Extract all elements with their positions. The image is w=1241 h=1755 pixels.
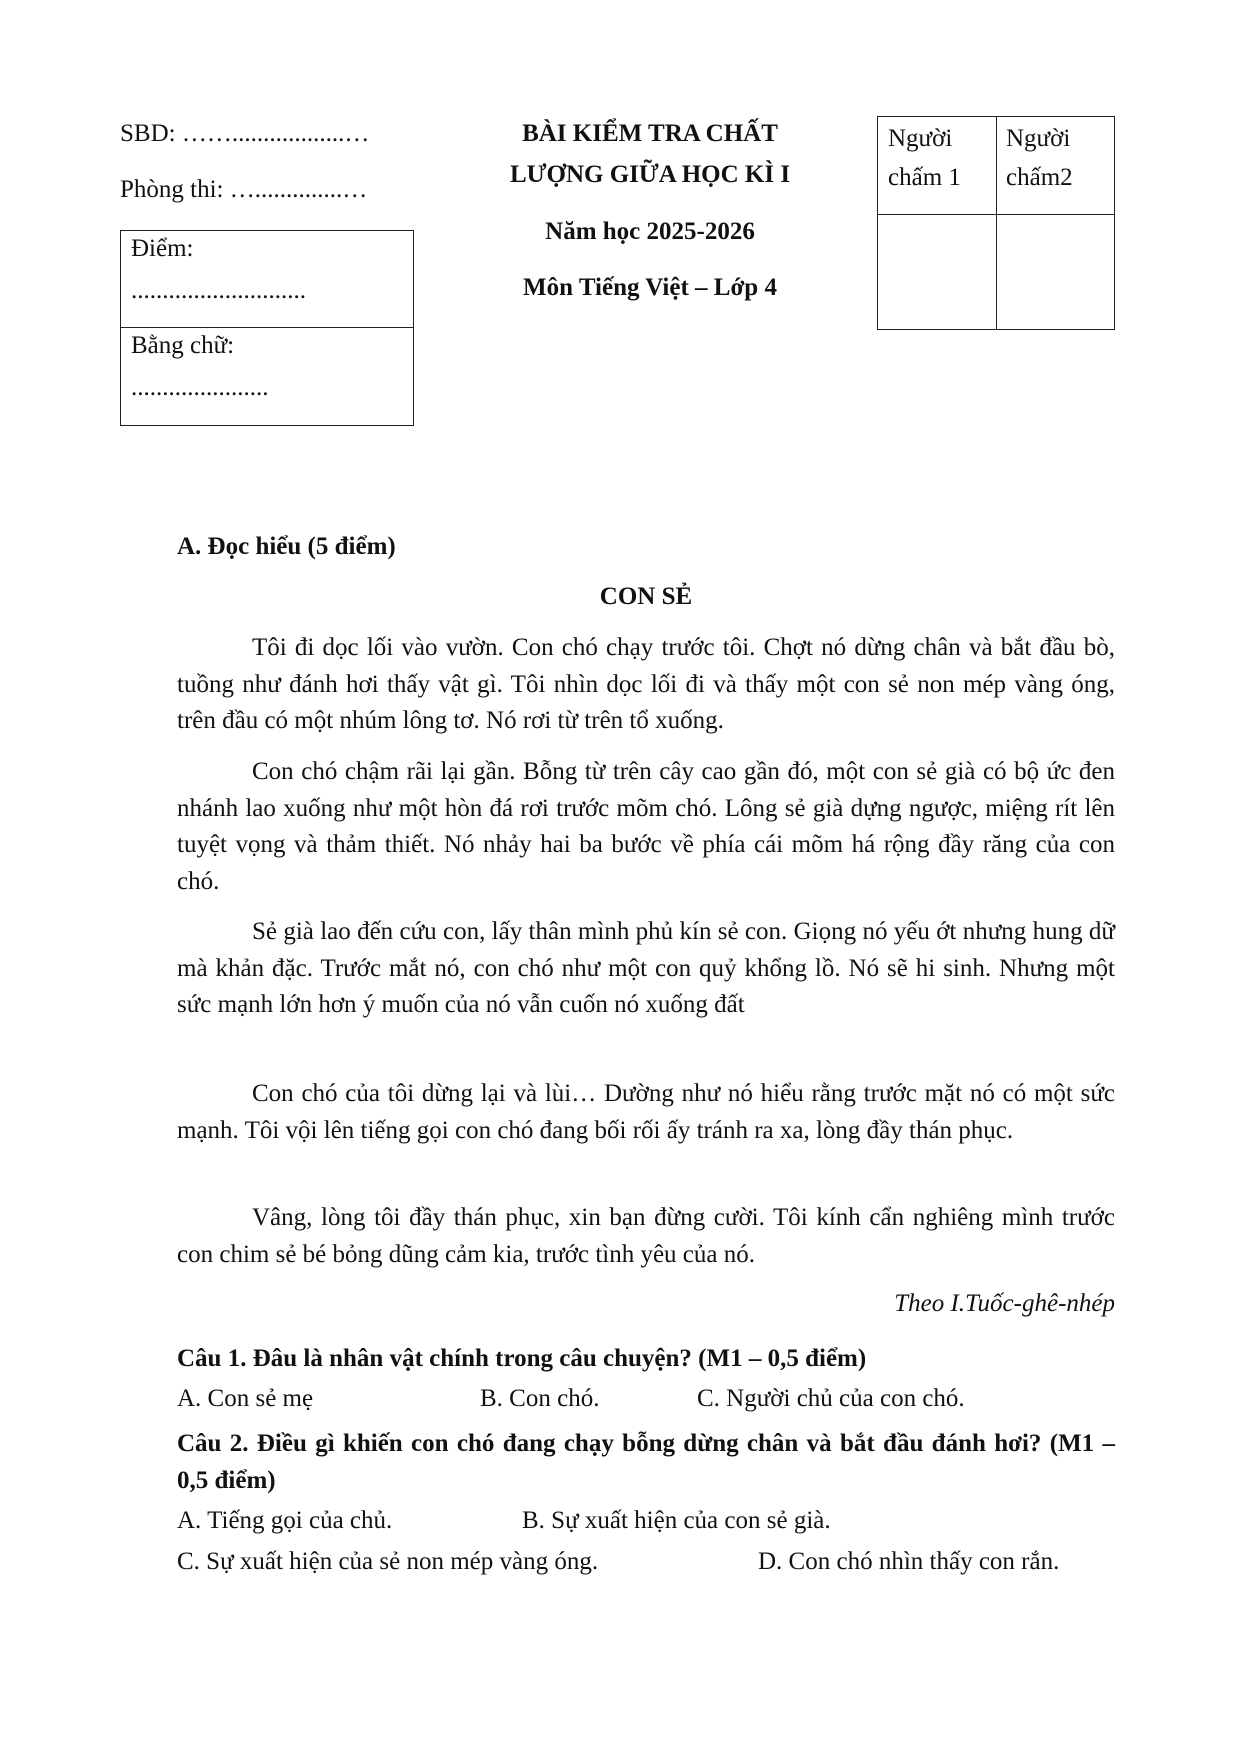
grader-2-line1: Người xyxy=(1006,125,1071,152)
score-box xyxy=(120,230,414,426)
exam-room-field: Phòng thi: …..............… xyxy=(120,176,368,203)
exam-title-line2: LƯỢNG GIỮA HỌC KÌ I xyxy=(509,161,791,188)
score-cell xyxy=(121,231,413,328)
grader-1-line2: chấm 1 xyxy=(888,164,961,191)
question-2-option-d[interactable]: D. Con chó nhìn thấy con rắn. xyxy=(758,1548,1060,1575)
story-paragraph: Con chó chậm rãi lại gần. Bỗng từ trên cây cao gần đó, một con sẻ già có bộ ức đen nhánh lao xuống như một hòn đá rơi trước mõm chó. Lông sẻ già dựng ngược, miệng rít lên tuyệt vọng và thảm thiết. Nó nhảy hai ba bước về phía cái mõm há rộng đầy răng của con chó. xyxy=(177,758,1115,895)
story-title: CON SẺ xyxy=(599,583,693,610)
story-paragraph: Tôi đi dọc lối vào vườn. Con chó chạy trước tôi. Chợt nó dừng chân và bắt đầu bò, tuồng như đánh hơi thấy vật gì. Tôi nhìn dọc lối đi và thấy một con sẻ non mép vàng óng, trên đầu có một nhúm lông tơ. Nó rơi từ trên tổ xuống. xyxy=(177,634,1115,734)
grader-1-header xyxy=(888,119,961,197)
story-paragraph: Vâng, lòng tôi đầy thán phục, xin bạn đừng cười. Tôi kính cẩn nghiêng mình trước con chim sẻ bé bỏng dũng cảm kia, trước tình yêu của nó. xyxy=(177,1204,1115,1268)
question-1-option-b[interactable]: B. Con chó. xyxy=(480,1385,600,1412)
question-1-option-c[interactable]: C. Người chủ của con chó. xyxy=(697,1385,965,1412)
section-heading: A. Đọc hiểu (5 điểm) xyxy=(177,533,396,560)
score-in-words-dots: ...................... xyxy=(131,374,269,401)
question-2-option-c[interactable]: C. Sự xuất hiện của sẻ non mép vàng óng. xyxy=(177,1548,599,1575)
story-paragraph: Sẻ già lao đến cứu con, lấy thân mình phủ kín sẻ con. Giọng nó yếu ớt nhưng hung dữ mà khản đặc. Trước mắt nó, con chó như một con quỷ khổng lồ. Nó sẽ hi sinh. Nhưng một sức mạnh lớn hơn ý muốn của nó vẫn cuốn nó xuống đất xyxy=(177,918,1115,1018)
school-year: Năm học 2025-2026 xyxy=(545,218,755,245)
grader-1-line1: Người xyxy=(888,125,953,152)
score-in-words-label: Bằng chữ: xyxy=(131,332,235,359)
story-paragraph: Con chó của tôi dừng lại và lùi… Dường như nó hiểu rằng trước mặt nó có một sức mạnh. Tôi vội lên tiếng gọi con chó đang bối rối ấy tránh ra xa, lòng đầy thán phục. xyxy=(177,1080,1115,1144)
score-dots: ............................ xyxy=(131,277,306,304)
exam-title-line1: BÀI KIỂM TRA CHẤT xyxy=(522,120,778,147)
question-1-option-a[interactable]: A. Con sẻ mẹ xyxy=(177,1385,314,1412)
score-in-words-cell xyxy=(121,328,413,425)
question-2: Câu 2. Điều gì khiến con chó đang chạy bỗng dừng chân và bắt đầu đánh hơi? (M1 – 0,5 điểm) xyxy=(177,1430,1115,1494)
question-2-option-a[interactable]: A. Tiếng gọi của chủ. xyxy=(177,1507,393,1534)
author-credit: Theo I.Tuốc-ghê-nhép xyxy=(894,1290,1115,1317)
subject: Môn Tiếng Việt – Lớp 4 xyxy=(523,274,777,301)
grader-2-header xyxy=(1006,119,1073,197)
grader-2-line2: chấm2 xyxy=(1006,164,1073,191)
score-label: Điểm: xyxy=(131,235,194,262)
question-2-option-b[interactable]: B. Sự xuất hiện của con sẻ già. xyxy=(522,1507,831,1534)
grader-table xyxy=(877,116,1115,330)
question-1: Câu 1. Đâu là nhân vật chính trong câu chuyện? (M1 – 0,5 điểm) xyxy=(177,1345,867,1372)
candidate-number-field: SBD: ……..................… xyxy=(120,120,370,147)
